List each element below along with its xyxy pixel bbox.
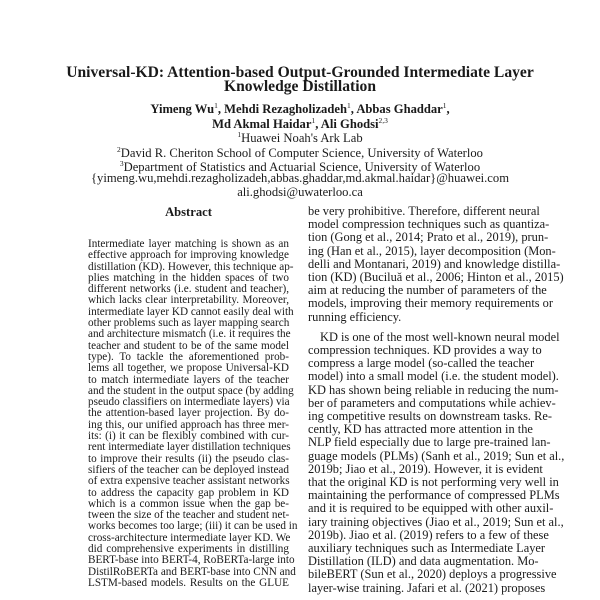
text-line: did comprehensive experiments in distilling [88, 543, 289, 556]
text-line: model compression techniques such as quantiza- [308, 217, 550, 232]
text-line: which lacks clear interpretability. Moreover, [88, 294, 289, 307]
text-line: KD is one of the most well-known neural model [320, 329, 560, 344]
text-line: to match intermediate layers of the teacher [88, 373, 289, 386]
author-affil-mark: 1 [346, 101, 351, 110]
text-line: rent intermediate layer distillation techniques [88, 441, 291, 454]
text-line: its: (i) it can be flexibly combined with cur- [88, 430, 289, 443]
text-line: works becomes too large; (iii) it can be used in [88, 520, 298, 533]
affil-text: Department of Statistics and Actuarial Science, University of Waterloo [123, 160, 481, 174]
text-line: delli and Montanari, 2019) and knowledge distilla- [308, 256, 561, 271]
text-line: effective approach for improving knowledge [88, 249, 289, 262]
author-affil-mark: 1 [214, 101, 218, 110]
text-line: which is a common issue when the gap be- [88, 497, 289, 510]
text-line: tween the size of the teacher and student net- [88, 509, 290, 522]
text-line: intermediate layer KD cannot easily deal with [88, 305, 294, 318]
text-line: to improve their results (ii) the pseudo clas- [88, 452, 289, 465]
text-line: cently, KD has attracted more attention in the [308, 422, 533, 437]
text-line: Distillation (ILD) and data augmentation. Mo- [308, 554, 539, 569]
author-name: Yimeng Wu [150, 102, 215, 116]
author-name: Abbas Ghaddar [356, 102, 443, 116]
text-line: ing competitive results on downstream tasks. Re- [308, 409, 552, 424]
text-line: maintaining the performance of compressed PLMs [308, 488, 560, 503]
text-line: compression techniques. KD provides a way to [308, 343, 542, 358]
abstract-heading: Abstract [165, 205, 212, 219]
text-line: aim at reducing the number of parameters of the [308, 283, 547, 298]
text-line: distillation (KD). However, this technique ap- [88, 260, 294, 273]
text-line: ber of parameters and computations while achiev- [308, 395, 556, 410]
affil-text: Huawei Noah's Ark Lab [241, 131, 363, 145]
text-line: and it is required to be equipped with other auxil- [308, 501, 554, 516]
text-line: compress a large model (so-called the teacher [308, 356, 535, 371]
text-line: models, improving their memory requirements or [308, 296, 554, 311]
email-line: {yimeng.wu,mehdi.rezagholizadeh,abbas.ghaddar,md.akmal.haidar}@huawei.com [91, 171, 509, 185]
abstract-body [88, 238, 298, 589]
authors-line-1: Yimeng Wu$^1$, Mehdi Rezagholizadeh$^1$, Abbas Ghaddar$^1$, [150, 101, 450, 116]
text-line: auxiliary techniques such as Intermediate Layer [308, 541, 546, 556]
text-line: model) into a small model (i.e. the student model). [308, 369, 559, 384]
authors-line-2: Md Akmal Haidar$^1$, Ali Ghodsi$^{2,3}$ [212, 116, 388, 131]
text-line: ing (Han et al., 2015), layer decomposition (Mon- [308, 243, 556, 258]
text-line: teacher and student to be of the same model [88, 339, 289, 352]
text-line: the attention-based layer projection. By do- [88, 407, 289, 420]
author-name: Md Akmal Haidar [212, 117, 312, 131]
affil-mark: 3 [119, 159, 124, 168]
text-line: tion (Gong et al., 2014; Prato et al., 2019), prun- [308, 230, 549, 245]
text-line: KD has shown being reliable in reducing the num- [308, 382, 559, 397]
text-line: 2019b; Jiao et al., 2019). However, it is evident [308, 461, 543, 476]
text-line: that the original KD is not performing very well in [308, 475, 559, 490]
text-line: Intermediate layer matching is shown as an [88, 238, 289, 250]
text-line: pseudo classifiers on intermediate layers) via [88, 396, 290, 409]
affil-mark: 1 [237, 130, 242, 139]
text-line: other problems such as layer mapping search [88, 317, 290, 330]
text-line: tion (KD) (Buciluǎ et al., 2006; Hinton et al., 2015) [308, 270, 564, 285]
text-line: bileBERT (Sun et al., 2020) deploys a progressive [308, 567, 557, 582]
affil-text: David R. Cheriton School of Computer Science, University of Waterloo [120, 146, 483, 160]
text-line: iary training objectives (Jiao et al., 2019; Sun et al., [308, 514, 564, 529]
affil-mark: 2 [117, 145, 121, 154]
text-line: sifiers of the teacher can be deployed instead [88, 463, 289, 476]
text-line: running efficiency. [308, 309, 402, 324]
email-line: ali.ghodsi@uwaterloo.ca [237, 185, 363, 199]
text-line: be very prohibitive. Therefore, different neural [308, 204, 540, 218]
author-name: Mehdi Rezagholizadeh [224, 102, 347, 116]
text-line: BERT-base into BERT-4, RoBERTa-large into [88, 554, 295, 567]
text-line: NLP field especially due to large pre-trained lan- [308, 435, 551, 450]
text-line: plies matching in the hidden spaces of two [88, 271, 289, 284]
text-line: layer-wise training. Jafari et al. (2021) proposes [308, 580, 546, 595]
text-line: ing this, our unified approach has three mer- [88, 418, 289, 431]
text-line: lems all together, we propose Universal-KD [88, 362, 289, 375]
text-line: LSTM-based models. Results on the GLUE [88, 576, 289, 589]
introduction-body [308, 204, 565, 595]
text-line: 2019b). Jiao et al. (2019) refers to a few of these [308, 527, 549, 542]
text-line: of extra expensive teacher assistant networks [88, 475, 290, 488]
text-line: cross-architecture intermediate layer KD. We [88, 531, 291, 544]
paper-title-line-1: Universal-KD: Attention-based Output-Grounded Intermediate Layer [66, 64, 534, 81]
text-line: type). To tackle the aforementioned prob- [88, 350, 289, 363]
text-line: and the student in the output space (by adding [88, 384, 294, 397]
author-affil-mark: 1 [442, 101, 447, 110]
author-name: Ali Ghodsi [320, 117, 379, 131]
text-line: guage models (PLMs) (Sanh et al., 2019; Sun et al., [308, 448, 565, 463]
text-line: and architecture mismatch (i.e. it requires the [88, 328, 291, 341]
text-line: DistilRoBERTa and BERT-base into CNN and [88, 565, 296, 578]
author-affil-mark: 2,3 [378, 116, 388, 125]
text-line: different networks (i.e. student and teacher), [88, 283, 289, 296]
author-affil-mark: 1 [311, 116, 316, 125]
text-line: to address the capacity gap problem in KD [88, 486, 289, 499]
paper-title-line-2: Knowledge Distillation [223, 78, 377, 95]
